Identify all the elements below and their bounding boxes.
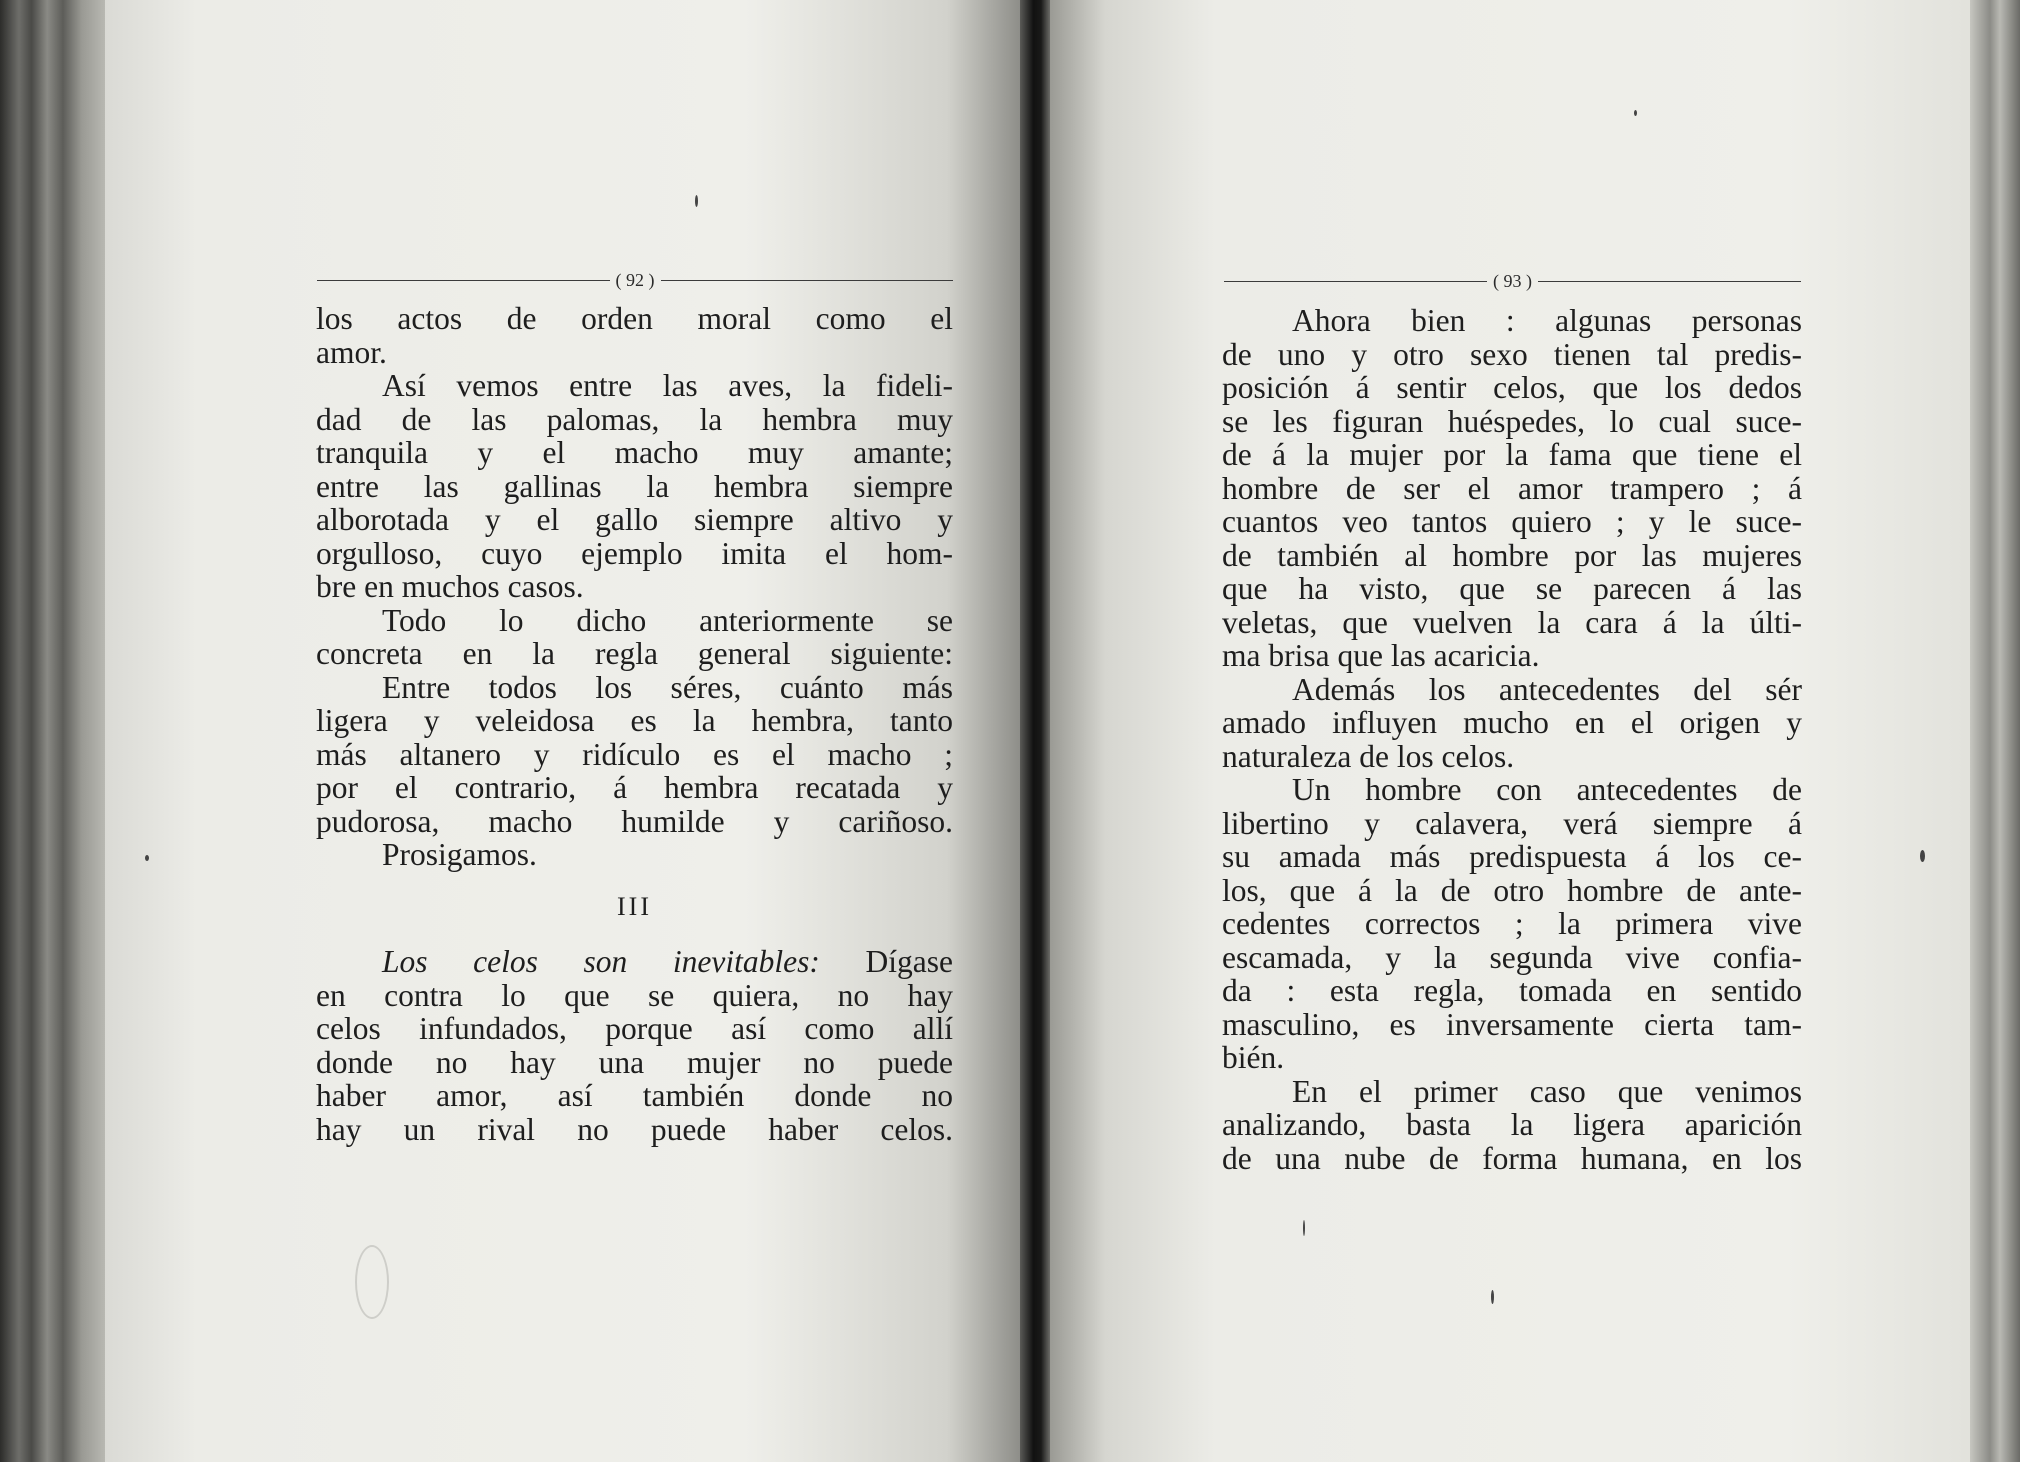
text-line: por el contrario, á hembra recatada y xyxy=(316,770,953,805)
text-line: su amada más predispuesta á los ce- xyxy=(1222,839,1802,874)
page-number: ( 92 ) xyxy=(615,269,655,290)
ink-speck xyxy=(1634,110,1637,116)
section-number: III xyxy=(617,891,652,921)
text-line: analizando, basta la ligera aparición xyxy=(1222,1107,1802,1142)
ink-speck xyxy=(1920,850,1925,862)
header-rule-left xyxy=(317,280,610,281)
right-page-edges xyxy=(1970,0,2020,1462)
ink-speck xyxy=(145,855,149,861)
right-page xyxy=(1050,0,1970,1462)
text-line: hombre de ser el amor trampero ; á xyxy=(1222,470,1802,506)
left-page-edges xyxy=(0,0,105,1462)
text-line: de uno y otro sexo tienen tal predis- xyxy=(1222,336,1802,372)
text-line: Así vemos entre las aves, la fideli- xyxy=(382,368,953,403)
text-line: bre en muchos casos. xyxy=(316,569,584,604)
text-line: amor. xyxy=(316,334,387,370)
text-line: los actos de orden moral como el xyxy=(316,301,953,336)
text-line: de á la mujer por la fama que tiene el xyxy=(1222,437,1802,472)
text-line: los, que á la de otro hombre de ante- xyxy=(1222,872,1802,908)
text-line: Un hombre con antecedentes de xyxy=(1292,772,1802,807)
text-line: Ahora bien : algunas personas xyxy=(1292,303,1802,338)
text-line: Además los antecedentes del sér xyxy=(1292,671,1802,707)
text-line: masculino, es inversamente cierta tam- xyxy=(1222,1006,1802,1042)
text-line: entre las gallinas la hembra siempre xyxy=(316,468,953,504)
right-page-body xyxy=(1222,304,1802,1175)
header-rule-right xyxy=(661,280,954,281)
text-line: ma brisa que las acaricia. xyxy=(1222,638,1540,673)
text-line: pudorosa, macho humilde y cariñoso. xyxy=(316,803,953,839)
text-line: Prosigamos. xyxy=(382,837,537,872)
text-line: dad de las palomas, la hembra muy xyxy=(316,401,953,437)
text-line: naturaleza de los celos. xyxy=(1222,738,1515,774)
text-line: celos infundados, porque así como allí xyxy=(316,1011,953,1046)
text-line: cuantos veo tantos quiero ; y le suce- xyxy=(1222,504,1802,539)
text-line: Todo lo dicho anteriormente se xyxy=(382,602,953,638)
text-line: alborotada y el gallo siempre altivo y xyxy=(316,502,953,537)
text-line: veletas, que vuelven la cara á la últi- xyxy=(1222,604,1802,640)
text-line: concreta en la regla general siguiente: xyxy=(316,636,953,671)
text-line: de también al hombre por las mujeres xyxy=(1222,537,1802,573)
header-rule-right xyxy=(1538,281,1801,282)
text-line: En el primer caso que venimos xyxy=(1292,1073,1802,1109)
text-line: de una nube de forma humana, en los xyxy=(1222,1140,1802,1176)
book-gutter xyxy=(1020,0,1050,1462)
text-line: tranquila y el macho muy amante; xyxy=(316,435,953,470)
text-line: bién. xyxy=(1222,1040,1285,1075)
left-page-body xyxy=(316,302,953,1146)
left-page-header xyxy=(317,270,953,290)
text-line: haber amor, así también donde no xyxy=(316,1078,953,1113)
header-rule-left xyxy=(1224,281,1487,282)
ink-speck xyxy=(695,195,698,207)
text-line: orgulloso, cuyo ejemplo imita el hom- xyxy=(316,535,953,571)
text-line: que ha visto, que se parecen á las xyxy=(1222,571,1802,606)
section-first-line xyxy=(316,945,953,979)
text-line: más altanero y ridículo es el macho ; xyxy=(316,736,953,772)
text-line: da : esta regla, tomada en sentido xyxy=(1222,973,1802,1008)
text-line: en contra lo que se quiera, no hay xyxy=(316,977,953,1013)
left-page xyxy=(105,0,1020,1462)
ink-speck xyxy=(1303,1220,1305,1236)
section-title: Los celos son inevitables: xyxy=(382,944,820,979)
text-line: cedentes correctos ; la primera vive xyxy=(1222,906,1802,941)
text-line: escamada, y la segunda vive confia- xyxy=(1222,939,1802,975)
text-line: ligera y veleidosa es la hembra, tanto xyxy=(316,703,953,738)
bleed-through-mark xyxy=(355,1245,389,1319)
text-line: donde no hay una mujer no puede xyxy=(316,1044,953,1080)
page-number: ( 93 ) xyxy=(1493,270,1532,291)
right-page-header xyxy=(1224,271,1801,291)
text-line: amado influyen mucho en el origen y xyxy=(1222,705,1802,740)
text-fragment: Dígase xyxy=(865,944,953,979)
text-line: libertino y calavera, verá siempre á xyxy=(1222,805,1802,841)
text-line: hay un rival no puede haber celos. xyxy=(316,1111,953,1147)
text-line: se les figuran huéspedes, lo cual suce- xyxy=(1222,403,1802,439)
text-line: posición á sentir celos, que los dedos xyxy=(1222,370,1802,405)
ink-speck xyxy=(1491,1290,1494,1304)
text-line: Entre todos los séres, cuánto más xyxy=(382,669,953,705)
